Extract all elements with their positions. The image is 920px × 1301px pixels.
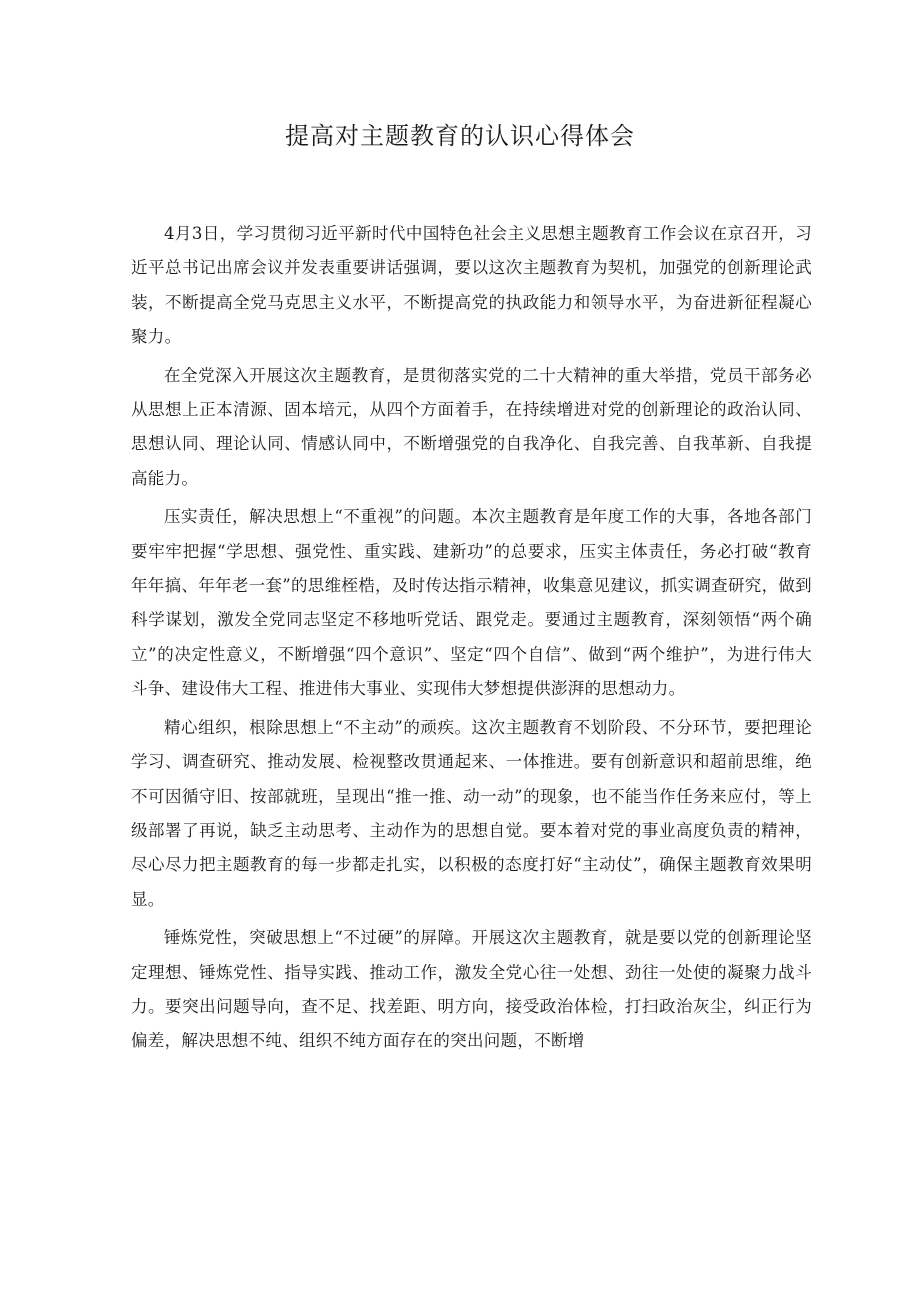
paragraph-5: 锤炼党性，突破思想上“不过硬”的屏障。开展这次主题教育，就是要以党的创新理论坚定理想、锤炼党性、指导实践、推动工作，激发全党心往一处想、劲往一处使的凝聚力战斗力。要突出问题导向，查不足、找差距、明方向，接受政治体检，打扫政治灰尘，纠正行为偏差，解决思想不纯、组织不纯方面存在的突出问题，不断增 xyxy=(131,928,812,1051)
paragraph-3: 压实责任，解决思想上“不重视”的问题。本次主题教育是年度工作的大事，各地各部门要牢牢把握“学思想、强党性、重实践、建新功”的总要求，压实主体责任，务必打破“教育年年搞、年年老一套”的思维桎梏，及时传达指示精神，收集意见建议，抓实调查研究，做到科学谋划，激发全党同志坚定不移地听党话、跟党走。要通过主题教育，深刻领悟“两个确立”的决定性意义，不断增强“四个意识”、坚定“四个自信”、做到“两个维护”，为进行伟大斗争、建设伟大工程、推进伟大事业、实现伟大梦想提供澎湃的思想动力。 xyxy=(131,507,812,699)
document-title: 提高对主题教育的认识心得体会 xyxy=(285,122,635,150)
document-body xyxy=(131,217,812,1063)
paragraph-2: 在全党深入开展这次主题教育，是贯彻落实党的二十大精神的重大举措，党员干部务必从思想上正本清源、固本培元，从四个方面着手，在持续增进对党的创新理论的政治认同、思想认同、理论认同、情感认同中，不断增强党的自我净化、自我完善、自我革新、自我提高能力。 xyxy=(131,365,812,488)
paragraph-1: 4月3日，学习贯彻习近平新时代中国特色社会主义思想主题教育工作会议在京召开，习近平总书记出席会议并发表重要讲话强调，要以这次主题教育为契机，加强党的创新理论武装，不断提高全党马克思主义水平，不断提高党的执政能力和领导水平，为奋进新征程凝心聚力。 xyxy=(131,224,812,347)
paragraph-4: 精心组织，根除思想上“不主动”的顽疾。这次主题教育不划阶段、不分环节，要把理论学习、调查研究、推动发展、检视整改贯通起来、一体推进。要有创新意识和超前思维，绝不可因循守旧、按部就班，呈现出“推一推、动一动”的现象，也不能当作任务来应付，等上级部署了再说，缺乏主动思考、主动作为的思想自觉。要本着对党的事业高度负责的精神，尽心尽力把主题教育的每一步都走扎实，以积极的态度打好“主动仗”，确保主题教育效果明显。 xyxy=(131,717,812,909)
